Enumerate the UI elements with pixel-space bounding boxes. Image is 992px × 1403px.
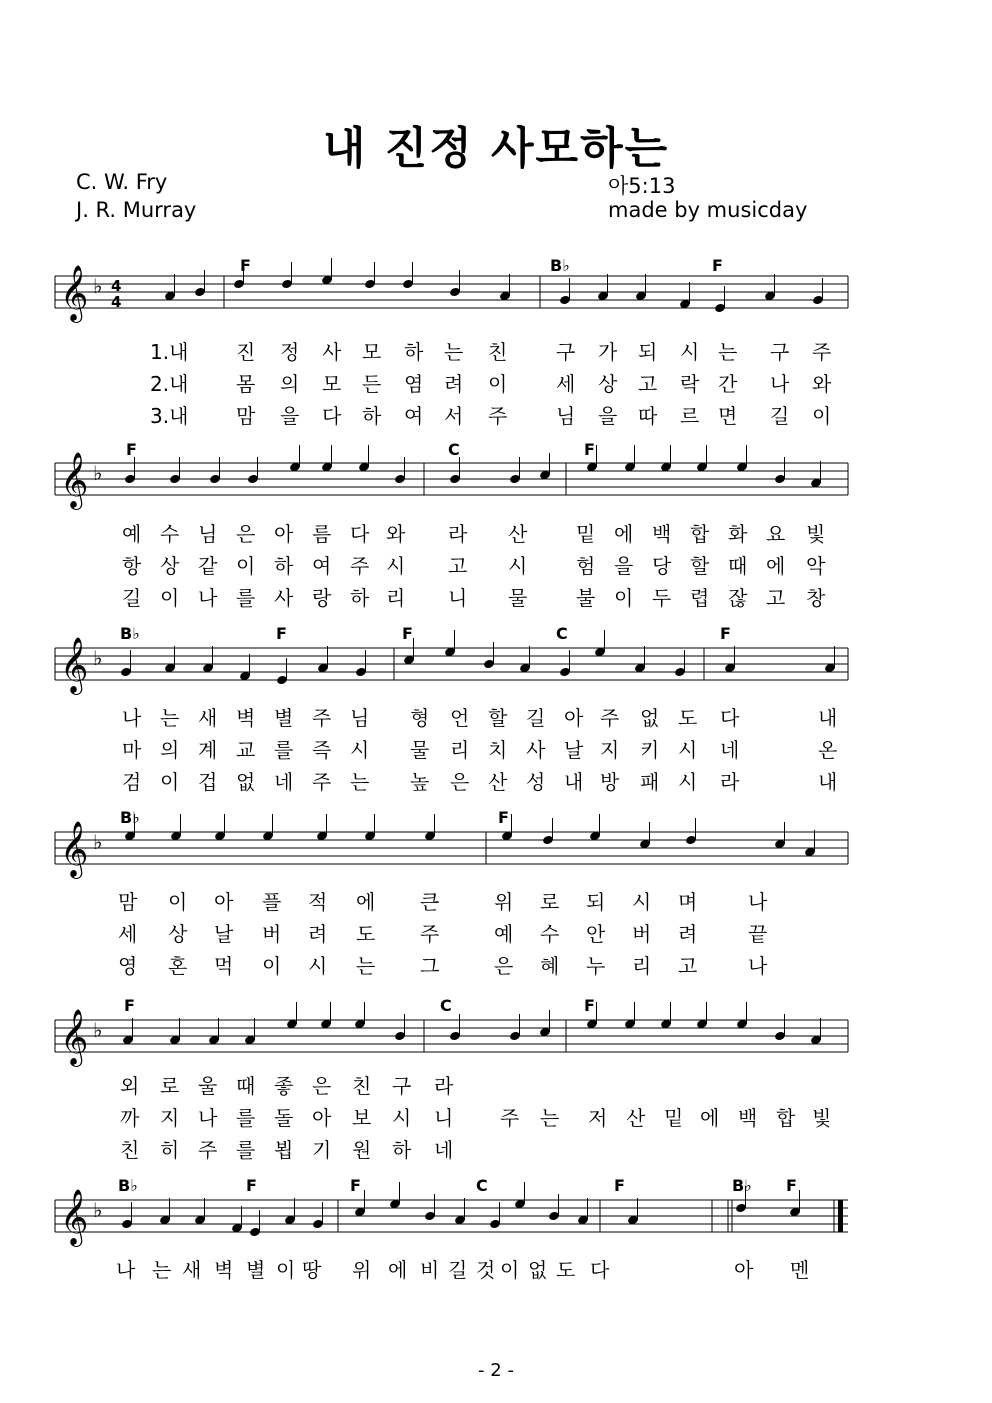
lyric-syllable: 세 <box>118 922 138 946</box>
lyric-syllable: 저 <box>588 1106 608 1130</box>
lyric-syllable: 시 <box>350 738 370 762</box>
lyric-syllable: 되 <box>638 340 658 364</box>
lyric-syllable: 하 <box>350 586 370 610</box>
lyric-syllable: 주 <box>500 1106 520 1130</box>
chord-symbol: F <box>584 996 595 1015</box>
treble-clef-icon: 𝄞 <box>60 821 89 877</box>
lyric-syllable: 고 <box>448 554 468 578</box>
lyric-syllable: 성 <box>526 770 546 794</box>
lyric-syllable: 에 <box>388 1258 408 1282</box>
lyric-syllable: 이 <box>812 404 832 428</box>
lyric-syllable: 험 <box>576 554 596 578</box>
lyric-syllable: 시 <box>386 554 406 578</box>
lyric-syllable: 그 <box>420 954 440 978</box>
lyric-syllable: 밑 <box>664 1106 684 1130</box>
lyric-syllable: 불 <box>576 586 596 610</box>
treble-clef-icon: 𝄞 <box>60 452 89 508</box>
treble-clef-icon: 𝄞 <box>60 1009 89 1065</box>
chord-symbol: B♭ <box>550 256 570 275</box>
chord-symbol: F <box>126 440 137 459</box>
chord-symbol: C <box>476 1176 488 1195</box>
lyric-syllable: 길 <box>526 706 546 730</box>
treble-clef-icon: 𝄞 <box>60 1189 89 1245</box>
lyric-syllable: 락 <box>680 372 700 396</box>
lyric-syllable: 날 <box>564 738 584 762</box>
lyric-syllable: 다 <box>322 404 342 428</box>
lyric-syllable: 방 <box>600 770 620 794</box>
lyric-syllable: 백 <box>738 1106 758 1130</box>
lyric-syllable: 패 <box>640 770 660 794</box>
chord-symbol: B♭ <box>118 1176 138 1195</box>
lyric-syllable: 내 <box>818 770 838 794</box>
treble-clef-icon: 𝄞 <box>60 637 89 693</box>
lyric-syllable: 내 <box>564 770 584 794</box>
lyric-syllable: 몸 <box>236 372 256 396</box>
lyric-syllable: 시 <box>680 340 700 364</box>
lyric-syllable: 시 <box>632 890 652 914</box>
lyric-syllable: 은 <box>494 954 514 978</box>
lyric-syllable: 땅 <box>302 1258 322 1282</box>
lyric-syllable: 수 <box>540 922 560 946</box>
staff-system-4 <box>0 812 992 892</box>
lyric-syllable: 이 <box>236 554 256 578</box>
lyric-syllable: 님 <box>556 404 576 428</box>
lyric-syllable: 먹 <box>214 954 234 978</box>
lyric-syllable: 나 <box>198 1106 218 1130</box>
chord-symbol: F <box>276 624 287 643</box>
lyric-syllable: 구 <box>392 1074 412 1098</box>
lyric-syllable: 사 <box>274 586 294 610</box>
lyric-syllable: 친 <box>488 340 508 364</box>
lyric-syllable: 밑 <box>576 522 596 546</box>
lyric-syllable: 같 <box>198 554 218 578</box>
lyric-syllable: 없 <box>640 706 660 730</box>
lyric-syllable: 니 <box>448 586 468 610</box>
lyric-syllable: 맘 <box>236 404 256 428</box>
lyric-syllable: 의 <box>280 372 300 396</box>
lyric-syllable: 이 <box>160 586 180 610</box>
lyric-syllable: 버 <box>632 922 652 946</box>
lyric-syllable: 지 <box>160 1106 180 1130</box>
lyric-syllable: 없 <box>528 1258 548 1282</box>
chord-symbol: F <box>786 1176 797 1195</box>
lyric-syllable: 르 <box>680 404 700 428</box>
lyric-syllable: 창 <box>806 586 826 610</box>
lyric-syllable: 려 <box>678 922 698 946</box>
lyric-syllable: 때 <box>236 1074 256 1098</box>
lyric-syllable: 예 <box>122 522 142 546</box>
lyric-syllable: 사 <box>322 340 342 364</box>
lyric-syllable: 지 <box>600 738 620 762</box>
lyric-syllable: 리 <box>450 738 470 762</box>
lyric-syllable: 따 <box>638 404 658 428</box>
staff-system-6 <box>0 1180 992 1260</box>
lyric-syllable: 아 <box>312 1106 332 1130</box>
lyric-syllable: 언 <box>450 706 470 730</box>
lyric-syllable: 이 <box>488 372 508 396</box>
lyric-syllable: 2.내 <box>150 372 189 396</box>
lyric-syllable: 에 <box>700 1106 720 1130</box>
lyric-syllable: 벽 <box>214 1258 234 1282</box>
lyric-syllable: 새 <box>182 1258 202 1282</box>
lyric-syllable: 형 <box>410 706 430 730</box>
lyric-syllable: 로 <box>540 890 560 914</box>
lyric-syllable: 즉 <box>312 738 332 762</box>
key-signature-flat-icon: ♭ <box>93 646 103 670</box>
lyric-syllable: 누 <box>586 954 606 978</box>
key-signature-flat-icon: ♭ <box>93 274 103 298</box>
lyric-syllable: 합 <box>690 522 710 546</box>
lyric-syllable: 도 <box>556 1258 576 1282</box>
lyric-syllable: 비 <box>420 1258 440 1282</box>
lyric-syllable: 별 <box>274 706 294 730</box>
chord-symbol: F <box>720 624 731 643</box>
lyric-syllable: 나 <box>770 372 790 396</box>
lyric-syllable: 높 <box>410 770 430 794</box>
lyric-syllable: 는 <box>356 954 376 978</box>
lyric-syllable: 나 <box>748 890 768 914</box>
lyric-syllable: 화 <box>728 522 748 546</box>
lyric-syllable: 별 <box>246 1258 266 1282</box>
lyric-syllable: 라 <box>448 522 468 546</box>
lyric-syllable: 고 <box>638 372 658 396</box>
lyric-syllable: 뵙 <box>274 1138 294 1162</box>
lyric-syllable: 영 <box>118 954 138 978</box>
staff-system-1 <box>0 256 992 336</box>
lyric-syllable: 를 <box>236 1138 256 1162</box>
lyric-syllable: 항 <box>122 554 142 578</box>
lyric-syllable: 주 <box>812 340 832 364</box>
lyric-syllable: 요 <box>766 522 786 546</box>
lyric-syllable: 당 <box>652 554 672 578</box>
lyric-syllable: 3.내 <box>150 404 189 428</box>
lyric-syllable: 예 <box>494 922 514 946</box>
lyric-syllable: 상 <box>598 372 618 396</box>
lyric-syllable: 를 <box>236 1106 256 1130</box>
final-bar-thick-line <box>838 1200 843 1232</box>
lyric-syllable: 할 <box>488 706 508 730</box>
lyric-syllable: 리 <box>386 586 406 610</box>
lyric-syllable: 진 <box>236 340 256 364</box>
lyric-syllable: 구 <box>770 340 790 364</box>
lyric-syllable: 상 <box>168 922 188 946</box>
lyric-syllable: 시 <box>508 554 528 578</box>
lyric-syllable: 네 <box>274 770 294 794</box>
lyric-syllable: 렵 <box>690 586 710 610</box>
lyric-syllable: 날 <box>214 922 234 946</box>
chord-symbol: B♭ <box>120 808 140 827</box>
lyric-syllable: 위 <box>352 1258 372 1282</box>
lyric-syllable: 좋 <box>274 1074 294 1098</box>
lyric-syllable: 친 <box>120 1138 140 1162</box>
lyric-syllable: 빛 <box>812 1106 832 1130</box>
lyric-syllable: 외 <box>120 1074 140 1098</box>
lyric-syllable: 을 <box>614 554 634 578</box>
lyric-syllable: 하 <box>274 554 294 578</box>
lyric-syllable: 모 <box>362 340 382 364</box>
key-signature-flat-icon: ♭ <box>93 461 103 485</box>
lyric-syllable: 원 <box>352 1138 372 1162</box>
lyric-syllable: 혼 <box>168 954 188 978</box>
key-signature-flat-icon: ♭ <box>93 1018 103 1042</box>
lyric-syllable: 히 <box>160 1138 180 1162</box>
chord-symbol: F <box>246 1176 257 1195</box>
lyric-syllable: 하 <box>404 340 424 364</box>
lyric-syllable: 교 <box>236 738 256 762</box>
lyric-syllable: 계 <box>198 738 218 762</box>
chord-symbol: C <box>440 996 452 1015</box>
lyric-syllable: 다 <box>590 1258 610 1282</box>
scripture-reference: 아5:13 <box>608 174 676 198</box>
staff-system-5 <box>0 1000 992 1080</box>
time-signature-top: 4 <box>111 277 122 295</box>
chord-symbol: F <box>712 256 723 275</box>
lyric-syllable: 이 <box>262 954 282 978</box>
lyric-syllable: 주 <box>312 770 332 794</box>
lyric-syllable: 의 <box>160 738 180 762</box>
lyric-syllable: 되 <box>586 890 606 914</box>
lyric-syllable: 름 <box>312 522 332 546</box>
lyric-syllable: 염 <box>404 372 424 396</box>
chord-symbol: F <box>402 624 413 643</box>
lyric-syllable: 돌 <box>274 1106 294 1130</box>
lyric-syllable: 할 <box>690 554 710 578</box>
lyric-syllable: 것 <box>476 1258 496 1282</box>
lyric-syllable: 를 <box>274 738 294 762</box>
lyric-syllable: 기 <box>312 1138 332 1162</box>
lyric-syllable: 와 <box>812 372 832 396</box>
lyric-syllable: 버 <box>262 922 282 946</box>
lyric-syllable: 아 <box>734 1258 754 1282</box>
lyric-syllable: 산 <box>626 1106 646 1130</box>
lyric-syllable: 네 <box>434 1138 454 1162</box>
chord-symbol: F <box>498 808 509 827</box>
lyric-syllable: 이 <box>500 1258 520 1282</box>
lyric-syllable: 에 <box>356 890 376 914</box>
song-title: 내 진정 사모하는 <box>322 123 670 174</box>
lyric-syllable: 끝 <box>748 922 768 946</box>
lyric-syllable: 라 <box>720 770 740 794</box>
lyric-syllable: 마 <box>122 738 142 762</box>
lyric-syllable: 는 <box>540 1106 560 1130</box>
lyric-syllable: 주 <box>312 706 332 730</box>
author-credit: C. W. Fry <box>76 170 168 194</box>
maker-credit: made by musicday <box>608 198 808 222</box>
lyric-syllable: 리 <box>632 954 652 978</box>
lyric-syllable: 여 <box>312 554 332 578</box>
lyric-syllable: 수 <box>160 522 180 546</box>
lyric-syllable: 하 <box>392 1138 412 1162</box>
lyric-syllable: 멘 <box>790 1258 810 1282</box>
staff-system-3 <box>0 628 992 708</box>
lyric-syllable: 검 <box>122 770 142 794</box>
chord-symbol: C <box>556 624 568 643</box>
lyric-syllable: 나 <box>748 954 768 978</box>
lyric-syllable: 나 <box>198 586 218 610</box>
lyric-syllable: 빛 <box>806 522 826 546</box>
composer-credit: J. R. Murray <box>76 198 197 222</box>
lyric-syllable: 려 <box>444 372 464 396</box>
lyric-syllable: 서 <box>444 404 464 428</box>
lyric-syllable: 주 <box>420 922 440 946</box>
lyric-syllable: 겁 <box>198 770 218 794</box>
lyric-syllable: 보 <box>352 1106 372 1130</box>
lyric-syllable: 고 <box>766 586 786 610</box>
lyric-syllable: 큰 <box>420 890 440 914</box>
lyric-syllable: 위 <box>494 890 514 914</box>
lyric-syllable: 가 <box>598 340 618 364</box>
lyric-syllable: 정 <box>280 340 300 364</box>
lyric-syllable: 아 <box>564 706 584 730</box>
time-signature-bottom: 4 <box>111 293 122 311</box>
lyric-syllable: 은 <box>236 522 256 546</box>
lyric-syllable: 이 <box>614 586 634 610</box>
lyric-syllable: 를 <box>236 586 256 610</box>
lyric-syllable: 와 <box>386 522 406 546</box>
lyric-syllable: 아 <box>214 890 234 914</box>
chord-symbol: C <box>448 440 460 459</box>
lyric-syllable: 는 <box>152 1258 172 1282</box>
lyric-syllable: 잖 <box>728 586 748 610</box>
lyric-syllable: 랑 <box>312 586 332 610</box>
lyric-syllable: 는 <box>718 340 738 364</box>
lyric-syllable: 구 <box>556 340 576 364</box>
lyric-syllable: 적 <box>308 890 328 914</box>
lyric-syllable: 사 <box>526 738 546 762</box>
lyric-syllable: 온 <box>818 738 838 762</box>
lyric-syllable: 시 <box>308 954 328 978</box>
key-signature-flat-icon: ♭ <box>93 1198 103 1222</box>
lyric-syllable: 세 <box>556 372 576 396</box>
lyric-syllable: 님 <box>350 706 370 730</box>
lyric-syllable: 주 <box>488 404 508 428</box>
lyric-syllable: 라 <box>434 1074 454 1098</box>
key-signature-flat-icon: ♭ <box>93 830 103 854</box>
lyric-syllable: 는 <box>444 340 464 364</box>
lyric-syllable: 아 <box>274 522 294 546</box>
lyric-syllable: 산 <box>488 770 508 794</box>
lyric-syllable: 시 <box>392 1106 412 1130</box>
lyric-syllable: 주 <box>600 706 620 730</box>
lyric-syllable: 나 <box>116 1258 136 1282</box>
lyric-syllable: 을 <box>280 404 300 428</box>
lyric-syllable: 로 <box>160 1074 180 1098</box>
lyric-syllable: 을 <box>598 404 618 428</box>
lyric-syllable: 이 <box>276 1258 296 1282</box>
lyric-syllable: 은 <box>312 1074 332 1098</box>
lyric-syllable: 새 <box>198 706 218 730</box>
lyric-syllable: 나 <box>122 706 142 730</box>
lyric-syllable: 주 <box>198 1138 218 1162</box>
lyric-syllable: 에 <box>614 522 634 546</box>
chord-symbol: F <box>240 256 251 275</box>
lyric-syllable: 합 <box>776 1106 796 1130</box>
lyric-syllable: 네 <box>720 738 740 762</box>
lyric-syllable: 악 <box>806 554 826 578</box>
lyric-syllable: 도 <box>678 706 698 730</box>
lyric-syllable: 는 <box>160 706 180 730</box>
lyric-syllable: 면 <box>718 404 738 428</box>
lyric-syllable: 길 <box>770 404 790 428</box>
lyric-syllable: 모 <box>322 372 342 396</box>
lyric-syllable: 친 <box>352 1074 372 1098</box>
lyric-syllable: 백 <box>652 522 672 546</box>
lyric-syllable: 맘 <box>118 890 138 914</box>
chord-symbol: F <box>614 1176 625 1195</box>
lyric-syllable: 님 <box>198 522 218 546</box>
lyric-syllable: 다 <box>350 522 370 546</box>
lyric-syllable: 길 <box>122 586 142 610</box>
lyric-syllable: 은 <box>450 770 470 794</box>
chord-symbol: F <box>350 1176 361 1195</box>
lyric-syllable: 시 <box>678 770 698 794</box>
lyric-syllable: 시 <box>678 738 698 762</box>
lyric-syllable: 두 <box>652 586 672 610</box>
lyric-syllable: 니 <box>434 1106 454 1130</box>
lyric-syllable: 길 <box>448 1258 468 1282</box>
lyric-syllable: 플 <box>262 890 282 914</box>
lyric-syllable: 치 <box>488 738 508 762</box>
lyric-syllable: 려 <box>308 922 328 946</box>
lyric-syllable: 상 <box>160 554 180 578</box>
treble-clef-icon: 𝄞 <box>60 265 89 321</box>
chord-symbol: F <box>124 996 135 1015</box>
lyric-syllable: 물 <box>410 738 430 762</box>
lyric-syllable: 키 <box>640 738 660 762</box>
lyric-syllable: 산 <box>508 522 528 546</box>
lyric-syllable: 다 <box>720 706 740 730</box>
lyric-syllable: 든 <box>362 372 382 396</box>
lyric-syllable: 는 <box>350 770 370 794</box>
lyric-syllable: 에 <box>766 554 786 578</box>
lyric-syllable: 고 <box>678 954 698 978</box>
lyric-syllable: 없 <box>236 770 256 794</box>
chord-symbol: B♭ <box>120 624 140 643</box>
lyric-syllable: 벽 <box>236 706 256 730</box>
chord-symbol: B♭ <box>732 1176 752 1195</box>
lyric-syllable: 혜 <box>540 954 560 978</box>
lyric-syllable: 하 <box>362 404 382 428</box>
staff-system-2 <box>0 443 992 523</box>
lyric-syllable: 안 <box>586 922 606 946</box>
lyric-syllable: 여 <box>404 404 424 428</box>
lyric-syllable: 이 <box>160 770 180 794</box>
lyric-syllable: 때 <box>728 554 748 578</box>
lyric-syllable: 며 <box>678 890 698 914</box>
lyric-syllable: 까 <box>120 1106 140 1130</box>
lyric-syllable: 물 <box>508 586 528 610</box>
lyric-syllable: 간 <box>718 372 738 396</box>
chord-symbol: F <box>584 440 595 459</box>
lyric-syllable: 울 <box>198 1074 218 1098</box>
lyric-syllable: 1.내 <box>150 340 189 364</box>
lyric-syllable: 주 <box>350 554 370 578</box>
page-number: - 2 - <box>478 1360 514 1381</box>
lyric-syllable: 이 <box>168 890 188 914</box>
lyric-syllable: 도 <box>356 922 376 946</box>
lyric-syllable: 내 <box>818 706 838 730</box>
